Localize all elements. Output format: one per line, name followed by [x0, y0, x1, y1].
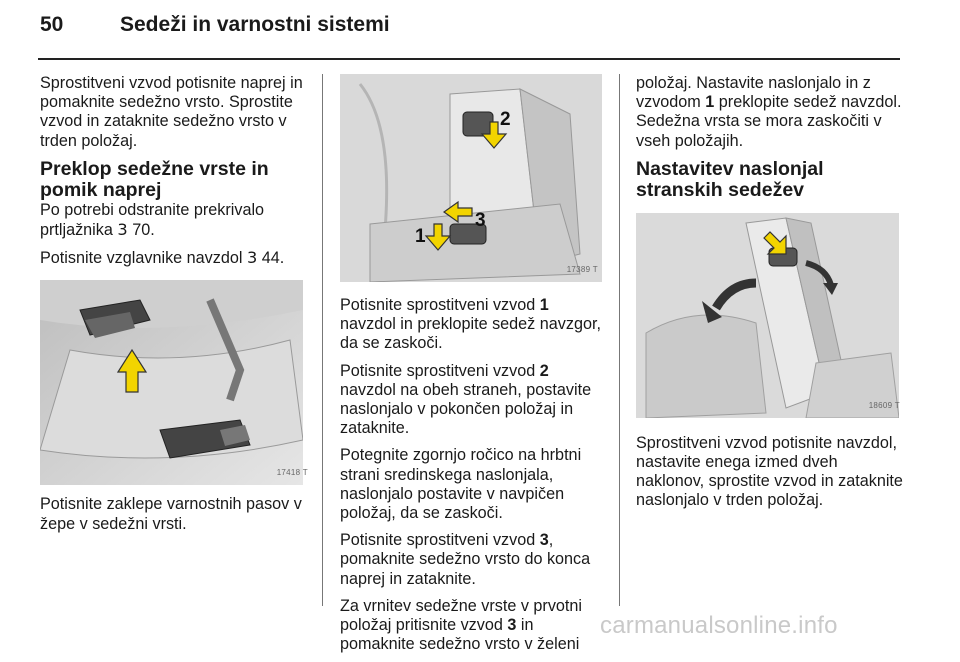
figure-code: 17389 T [566, 264, 598, 274]
column-3 [636, 74, 904, 519]
paragraph: Za vrnitev sedežne vrste v prvotni položaj pritisnite vzvod 3 in pomaknite sedežno vrsto v želeni [340, 596, 583, 654]
page-number: 50 [40, 13, 64, 36]
callout-label-3: 3 [475, 210, 486, 231]
page-reference-link[interactable]: 70. [132, 221, 155, 240]
column-separator [322, 74, 323, 606]
header-rule [38, 58, 900, 60]
column-2 [340, 74, 602, 662]
figure-code: 17418 T [276, 468, 308, 478]
watermark: carmanualsonline.info [600, 612, 838, 639]
page-reference-link[interactable]: 44. [261, 249, 285, 268]
paragraph: Potisnite sprostitveni vzvod 1 navzdol in preklopite sedež navzgor, da se zaskoči. [340, 296, 601, 353]
paragraph: Sprostitveni vzvod potisnite naprej in pomaknite sedežno vrsto. Sprostite vzvod in zataknite sedežno vrsto v trden položaj. [40, 74, 303, 150]
figure-code: 18609 T [868, 400, 900, 410]
figure-backrest-adjust [636, 213, 904, 418]
callout-label-2: 2 [500, 109, 511, 130]
cross-reference-arrow-icon: 3 [117, 220, 128, 240]
column-1 [40, 74, 312, 542]
paragraph: položaj. Nastavite naslonjalo in z vzvodom 1 preklopite sedež navzdol. Sedežna vrsta se mora zaskočiti v vseh položajih. [636, 74, 902, 150]
callout-label-1: 1 [415, 226, 426, 247]
figure-seat-belt-buckles [40, 280, 312, 485]
section-heading: Preklop sedežne vrste in pomik naprej [40, 157, 269, 201]
paragraph: Potegnite zgornjo ročico na hrbtni strani sredinskega naslonjala, naslonjalo postavite v navpičen položaj, da se zaskoči. [340, 446, 582, 523]
paragraph: Potisnite sprostitveni vzvod 2 navzdol na obeh straneh, postavite naslonjalo v pokončen položaj in zataknite. [340, 361, 592, 438]
page-title: Sedeži in varnostni sistemi [120, 13, 390, 36]
cross-reference-arrow-icon: 3 [246, 248, 258, 268]
paragraph: Potisnite vzglavnike navzdol 3 44. [40, 248, 285, 268]
paragraph: Potisnite sprostitveni vzvod 3, pomaknite sedežno vrsto do konca naprej in zataknite. [340, 531, 591, 588]
paragraph: Po potrebi odstranite prekrivalo prtljažnika 3 70. [40, 200, 265, 240]
paragraph: Sprostitveni vzvod potisnite navzdol, nastavite enega izmed dveh naklonov, sprostite vzvod in zataknite naslonjalo v trden položaj. [636, 433, 903, 510]
column-separator [619, 74, 620, 606]
section-heading: Nastavitev naslonjal stranskih sedežev [636, 157, 824, 201]
figure-seat-levers [340, 74, 602, 282]
paragraph: Potisnite zaklepe varnostnih pasov v žepe v sedežni vrsti. [40, 495, 302, 533]
